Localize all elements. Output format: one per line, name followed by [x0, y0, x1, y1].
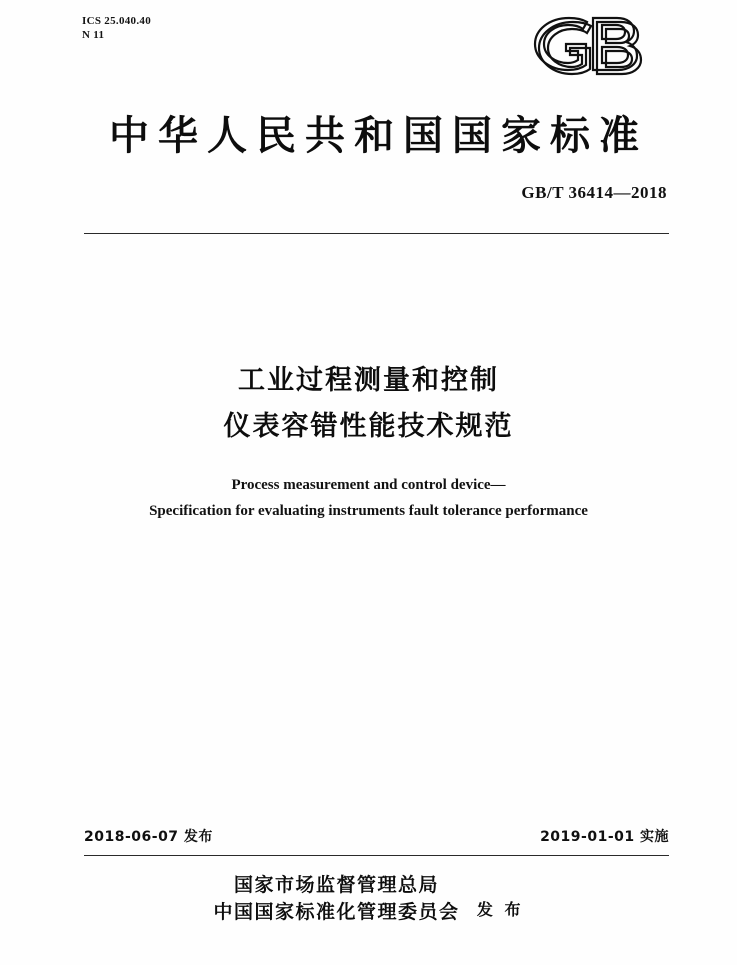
document-title-chinese-line2: 仪表容错性能技术规范 [223, 411, 514, 442]
issuer-block [0, 872, 737, 926]
dates-row [84, 826, 669, 848]
publish-label: 发 布 [476, 900, 524, 919]
issuer-line-2: 中国国家标准化管理委员会 [213, 901, 460, 923]
document-title-english [0, 472, 737, 524]
issue-date: 2018-06-07 发布 [84, 829, 213, 845]
footer-divider [84, 855, 669, 856]
issuer-names [213, 872, 459, 926]
header-divider [84, 233, 669, 234]
ccs-code: N 11 [82, 29, 105, 41]
document-title-english-line1: Process measurement and control device— [231, 477, 506, 493]
document-title-chinese [0, 358, 737, 450]
issuer-inner [213, 872, 523, 926]
standard-number: GB/T 36414—2018 [521, 183, 667, 202]
ics-code: ICS 25.040.40 [82, 15, 151, 27]
document-title-chinese-line1: 工业过程测量和控制 [238, 365, 499, 396]
issuer-line-1: 国家市场监督管理总局 [233, 874, 439, 896]
effective-date: 2019-01-01 实施 [540, 829, 669, 845]
ics-classification-block [82, 14, 151, 42]
gb-logo-icon [509, 8, 659, 88]
national-standard-title: 中华人民共和国国家标准 [109, 113, 648, 159]
document-title-english-line2: Specification for evaluating instruments fault tolerance performance [149, 503, 588, 519]
